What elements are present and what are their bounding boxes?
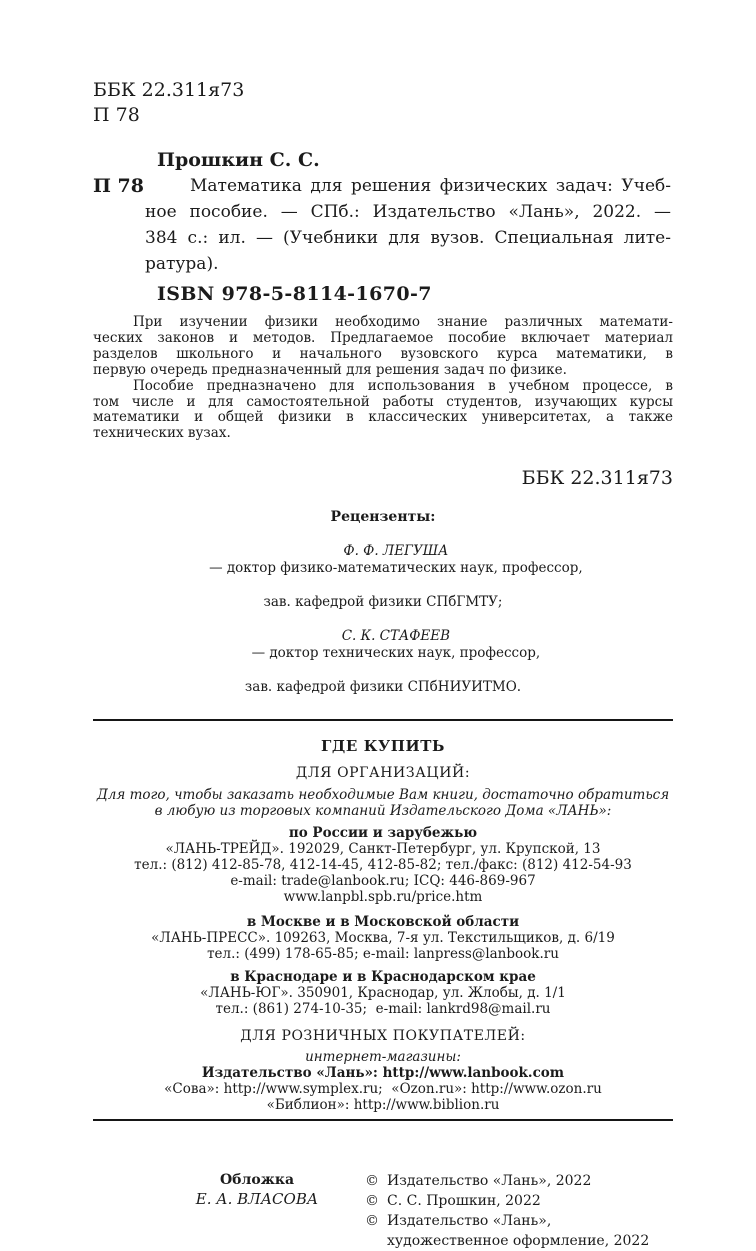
reviewer-degree: — доктор физико-математических наук, профессор, (209, 560, 583, 577)
copyright-icon: © (365, 1193, 379, 1210)
copyright-text: Издательство «Лань», (387, 1213, 552, 1230)
cover-label: Обложка (219, 1172, 295, 1189)
description-line: Математика для решения физических задач: Учеб- (190, 176, 671, 196)
copyright-icon: © (365, 1213, 379, 1230)
author-sign-code: П 78 (93, 104, 140, 126)
region-email: e-mail: trade@lanbook.ru; ICQ: 446-869-967 (230, 873, 536, 890)
region-website: www.lanpbl.spb.ru/price.htm (283, 889, 483, 906)
shops-line: «Сова»: http://www.symplex.ru; «Ozon.ru»: http://www.ozon.ru (164, 1081, 602, 1098)
annotation-line: При изучении физики необходимо знание различных математи- (133, 314, 673, 330)
annotation-line: технических вузах. (93, 425, 231, 442)
reviewer-degree: — доктор технических наук, профессор, (251, 645, 541, 662)
annotation-line: первую очередь предназначенный для решения задач по физике. (93, 361, 567, 378)
region-address: «ЛАНЬ-ПРЕСС». 109263, Москва, 7-я ул. Текстильщиков, д. 6/19 (151, 930, 615, 947)
bbk-code: ББК 22.311я73 (93, 79, 245, 101)
isbn-number: ISBN 978-5-8114-1670-7 (157, 283, 432, 305)
region-phones: тел.: (499) 178-65-85; e-mail: lanpress@lanbook.ru (207, 946, 559, 963)
divider-rule-bottom (93, 1119, 673, 1121)
region-address: «ЛАНЬ-ЮГ». 350901, Краснодар, ул. Жлобы, д. 1/1 (200, 985, 566, 1002)
annotation-line: ческих законов и методов. Предлагаемое пособие включает материал (93, 329, 673, 346)
reviewers-block (93, 509, 673, 696)
copyright-line (365, 1191, 649, 1211)
where-to-buy-heading: ГДЕ КУПИТЬ (320, 737, 446, 756)
imprint-page (93, 78, 673, 1250)
annotation (93, 315, 673, 442)
region-phones: тел.: (861) 274-10-35; e-mail: lankrd98@mail.ru (215, 1001, 551, 1018)
for-organizations-heading: ДЛЯ ОРГАНИЗАЦИЙ: (295, 765, 471, 782)
catalog-entry-code: П 78 (93, 175, 144, 197)
reviewer-affiliation: зав. кафедрой физики СПбНИУИТМО. (244, 679, 522, 696)
annotation-line: математики и общей физики в классических университетах, а также (93, 409, 673, 426)
region-krasnodar (93, 969, 673, 1017)
reviewer-line (93, 526, 673, 594)
description-line: ное пособие. — СПб.: Издательство «Лань», 2022. — (145, 202, 671, 222)
copyright-line (365, 1171, 649, 1191)
description-line: ратура). (145, 254, 219, 274)
bibliographic-description (145, 173, 671, 277)
shops-line: «Библион»: http://www.biblion.ru (266, 1097, 500, 1114)
publisher-site-line: Издательство «Лань»: http://www.lanbook.com (201, 1065, 565, 1082)
region-phones: тел.: (812) 412-85-78, 412-14-45, 412-85-82; тел./факс: (812) 412-54-93 (134, 857, 632, 874)
order-intro (93, 787, 673, 819)
region-heading: в Москве и в Московской области (246, 914, 520, 931)
reviewer-line (93, 611, 673, 679)
reviewers-heading: Рецензенты: (330, 509, 436, 526)
author-heading: Прошкин С. С. (157, 149, 320, 171)
copyright-text: Издательство «Лань», 2022 (387, 1173, 592, 1190)
catalog-entry (93, 173, 673, 277)
order-intro-line: Для того, чтобы заказать необходимые Вам книги, достаточно обратиться (96, 787, 670, 804)
bbk-block (93, 78, 673, 128)
copyright-line (365, 1211, 649, 1251)
region-heading: по России и зарубежью (288, 825, 478, 842)
reviewer-name: Ф. Ф. ЛЕГУША (343, 543, 449, 560)
copyright-text: художественное оформление, 2022 (387, 1233, 650, 1250)
internet-shops-label: интернет-магазины: (305, 1049, 461, 1066)
for-retail-heading: ДЛЯ РОЗНИЧНЫХ ПОКУПАТЕЛЕЙ: (240, 1028, 526, 1045)
footer (93, 1171, 673, 1250)
copyright-text: С. С. Прошкин, 2022 (387, 1193, 541, 1210)
divider-rule-top (93, 719, 673, 721)
order-intro-line: в любую из торговых компаний Издательского Дома «ЛАНЬ»: (154, 803, 612, 820)
copyright-block (365, 1171, 649, 1251)
bbk-code-right: ББК 22.311я73 (521, 467, 673, 490)
annotation-line: Пособие предназначено для использования в учебном процессе, в (133, 377, 673, 394)
annotation-line: том числе и для самостоятельной работы студентов, изучающих курсы (93, 393, 673, 410)
region-russia (93, 825, 673, 905)
retail-block (93, 1049, 673, 1113)
cover-designer-name: Е. А. ВЛАСОВА (195, 1190, 319, 1209)
region-moscow (93, 914, 673, 962)
reviewer-name: С. К. СТАФЕЕВ (341, 628, 451, 645)
region-address: «ЛАНЬ-ТРЕЙД». 192029, Санкт-Петербург, ул. Крупской, 13 (165, 841, 601, 858)
description-line: 384 с.: ил. — (Учебники для вузов. Специальная лите- (145, 228, 671, 248)
reviewer-affiliation: зав. кафедрой физики СПбГМТУ; (263, 594, 503, 611)
annotation-line: разделов школьного и начального вузовского курса математики, в (93, 345, 673, 362)
region-heading: в Краснодаре и в Краснодарском крае (230, 969, 536, 986)
copyright-icon: © (365, 1173, 379, 1190)
